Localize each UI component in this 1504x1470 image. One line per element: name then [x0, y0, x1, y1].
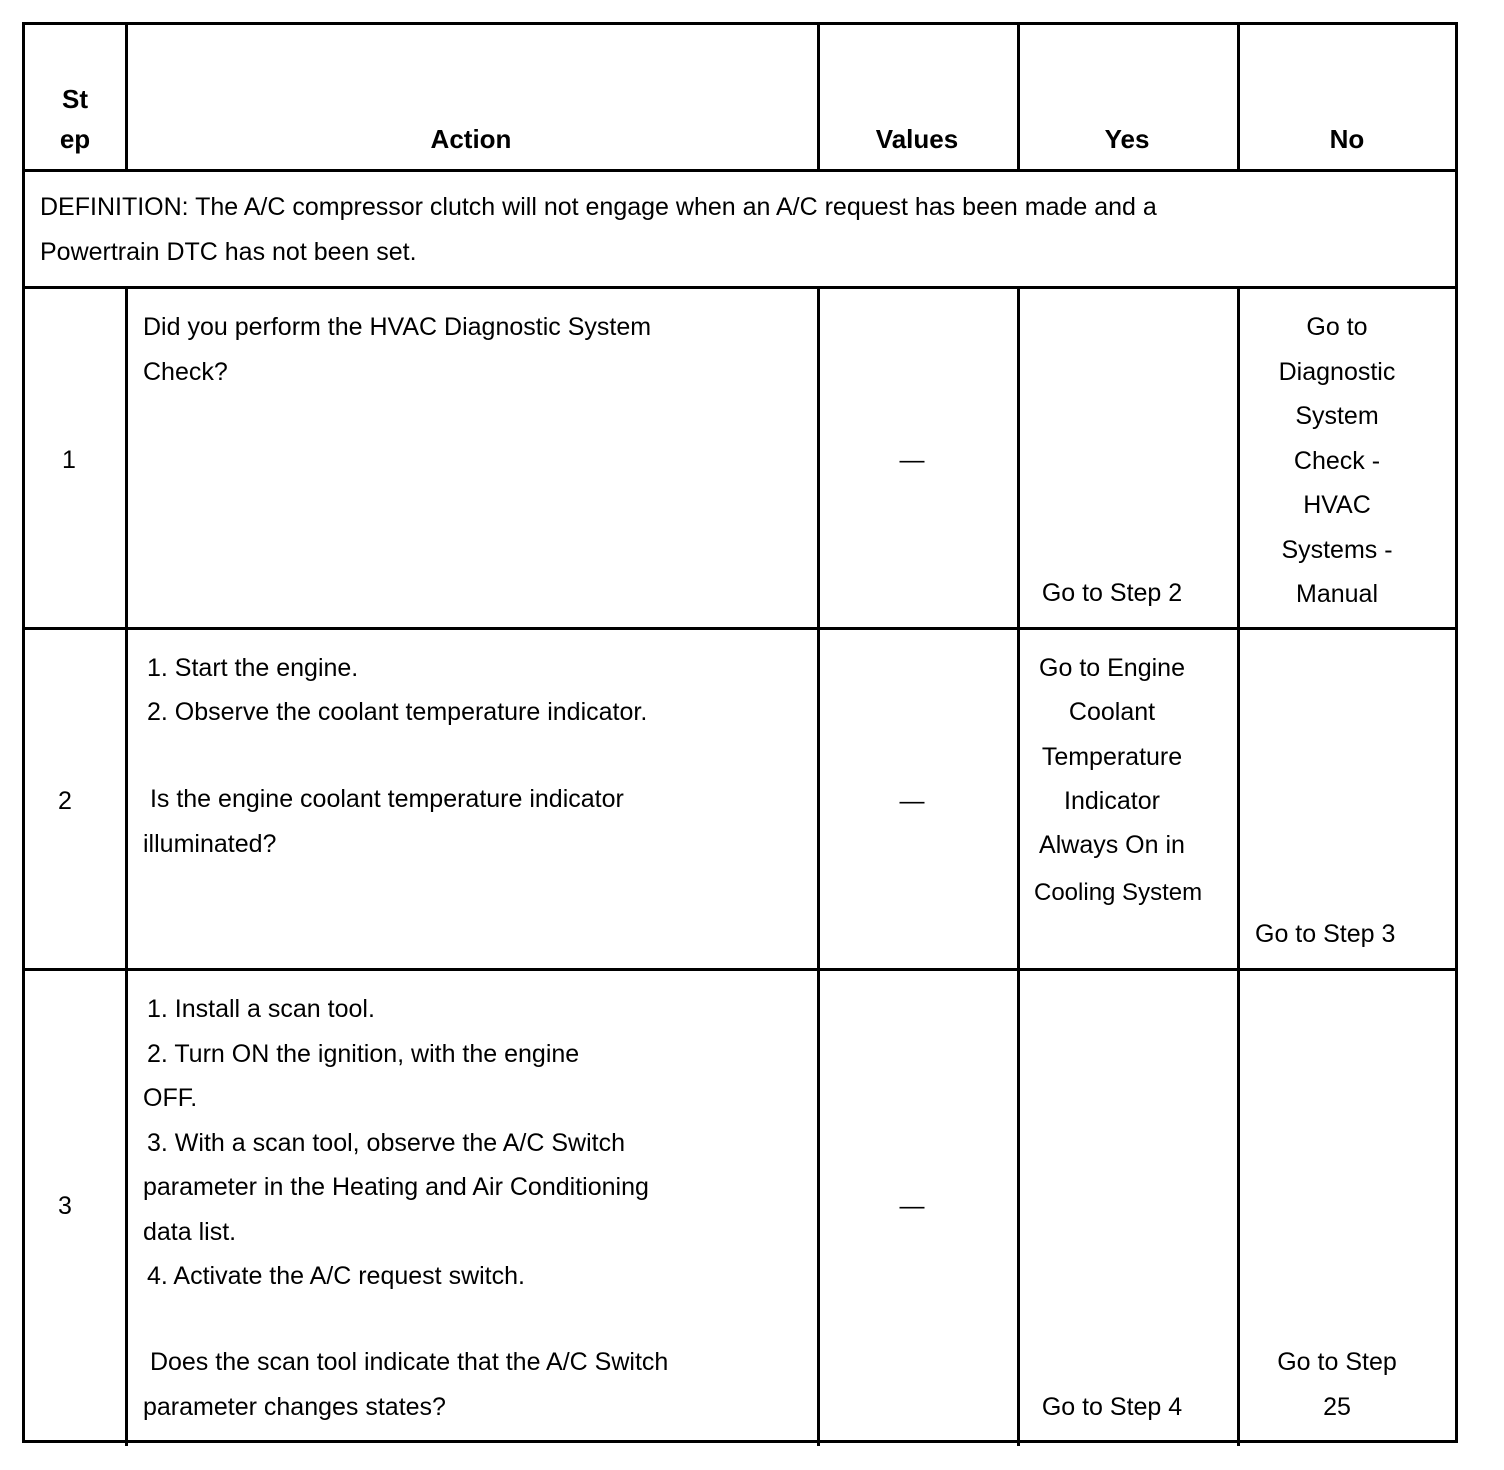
- header-step: St ep: [59, 84, 91, 154]
- action-item: OFF.: [143, 1084, 198, 1112]
- no-cell: Go to Step 25: [1277, 1348, 1397, 1421]
- row-divider: [25, 968, 1455, 971]
- action-item: 1. Install a scan tool.: [147, 995, 375, 1023]
- step-number: 1: [62, 446, 76, 474]
- action-item: 2. Observe the coolant temperature indicator.: [147, 698, 648, 726]
- yes-cell: Go to Step 4: [1041, 1393, 1183, 1421]
- no-cell: Go to Step 3: [1255, 920, 1396, 948]
- yes-cell-line: Go to Engine: [1039, 654, 1185, 682]
- values-cell: —: [899, 446, 925, 474]
- yes-cell: Go to Step 2: [1041, 579, 1183, 607]
- values-cell: —: [899, 787, 925, 815]
- action-item: 4. Activate the A/C request switch.: [147, 1262, 525, 1290]
- action-item: data list.: [143, 1218, 237, 1246]
- row-divider: [25, 169, 1455, 172]
- step-number: 3: [58, 1192, 72, 1220]
- header-yes: Yes: [1104, 124, 1150, 154]
- step-number: 2: [58, 787, 72, 815]
- action-item: 3. With a scan tool, observe the A/C Switch: [147, 1129, 626, 1157]
- action-item: 1. Start the engine.: [147, 654, 359, 682]
- action-item: 2. Turn ON the ignition, with the engine: [147, 1040, 580, 1068]
- yes-cell-line: Coolant: [1068, 698, 1156, 726]
- definition-text: DEFINITION: The A/C compressor clutch will not engage when an A/C request has been made and a Powertrain DTC has not been set.: [40, 193, 1157, 266]
- header-no: No: [1329, 124, 1365, 154]
- yes-cell-line: Always On in: [1039, 831, 1185, 859]
- row-divider: [25, 286, 1455, 289]
- diagnostic-table: [22, 22, 1458, 1443]
- yes-cell-line: Indicator: [1064, 787, 1160, 815]
- row-divider: [25, 627, 1455, 630]
- yes-cell-line: Cooling System: [1034, 879, 1203, 906]
- header-action: Action: [430, 124, 512, 154]
- action-question: Is the engine coolant temperature indicator illuminated?: [143, 785, 624, 858]
- no-cell: Go to Diagnostic System Check - HVAC Systems - Manual: [1278, 313, 1396, 608]
- values-cell: —: [899, 1192, 925, 1220]
- column-divider: [125, 286, 128, 1446]
- action-text: Did you perform the HVAC Diagnostic System Check?: [143, 313, 652, 386]
- header-values: Values: [875, 124, 959, 154]
- action-question: Does the scan tool indicate that the A/C Switch parameter changes states?: [143, 1348, 669, 1421]
- yes-cell-line: Temperature: [1041, 743, 1183, 771]
- action-item: parameter in the Heating and Air Conditioning: [143, 1173, 649, 1201]
